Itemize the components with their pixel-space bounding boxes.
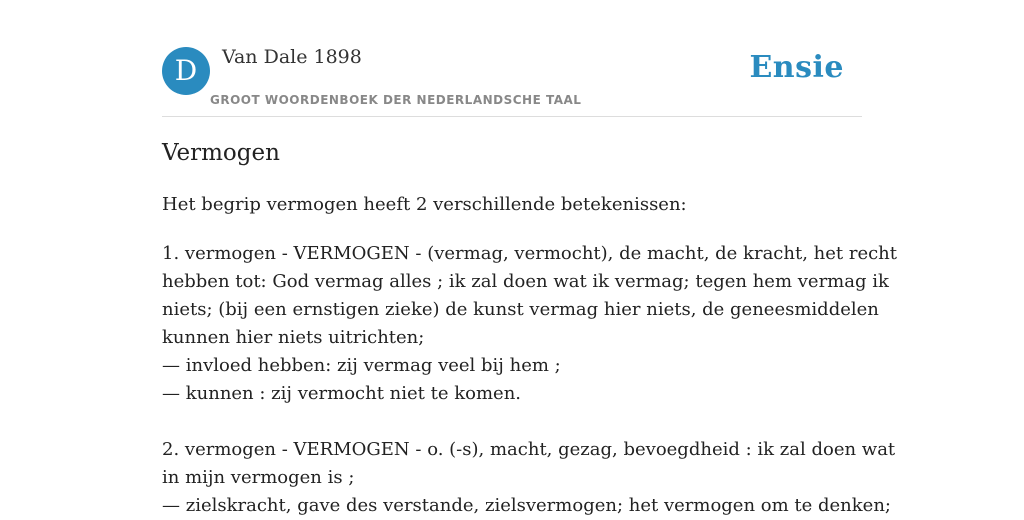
definition-line: — zielskracht, gave des verstande, zielsvermogen; het vermogen om te denken;: [162, 495, 891, 516]
entry-intro: Het begrip vermogen heeft 2 verschillende betekenissen:: [162, 194, 687, 215]
dictionary-subtitle: GROOT WOORDENBOEK DER NEDERLANDSCHE TAAL: [210, 93, 582, 107]
ensie-brand-link[interactable]: Ensie: [749, 50, 844, 85]
page-container: [162, 0, 898, 516]
definition-line: in mijn vermogen is ;: [162, 467, 355, 488]
dictionary-header: [162, 0, 862, 117]
definition-2: [162, 436, 896, 520]
definition-1: [162, 240, 898, 408]
dictionary-logo[interactable]: D: [162, 47, 210, 95]
definitions-list: [162, 240, 898, 520]
definition-line: niets; (bij een ernstigen zieke) de kunst vermag hier niets, de geneesmiddelen: [162, 299, 879, 320]
definition-line: 1. vermogen - VERMOGEN - (vermag, vermocht), de macht, de kracht, het recht: [162, 243, 898, 264]
definition-line: kunnen hier niets uitrichten;: [162, 327, 425, 348]
definition-line: hebben tot: God vermag alles ; ik zal doen wat ik vermag; tegen hem vermag ik: [162, 271, 889, 292]
dictionary-title[interactable]: Van Dale 1898: [222, 46, 362, 68]
entry-title: Vermogen: [162, 140, 280, 166]
definition-line: — invloed hebben: zij vermag veel bij hem ;: [162, 355, 561, 376]
definition-spacer: [162, 408, 862, 436]
definition-line: 2. vermogen - VERMOGEN - o. (-s), macht, gezag, bevoegdheid : ik zal doen wat: [162, 439, 896, 460]
definition-line: — kunnen : zij vermocht niet te komen.: [162, 383, 522, 404]
